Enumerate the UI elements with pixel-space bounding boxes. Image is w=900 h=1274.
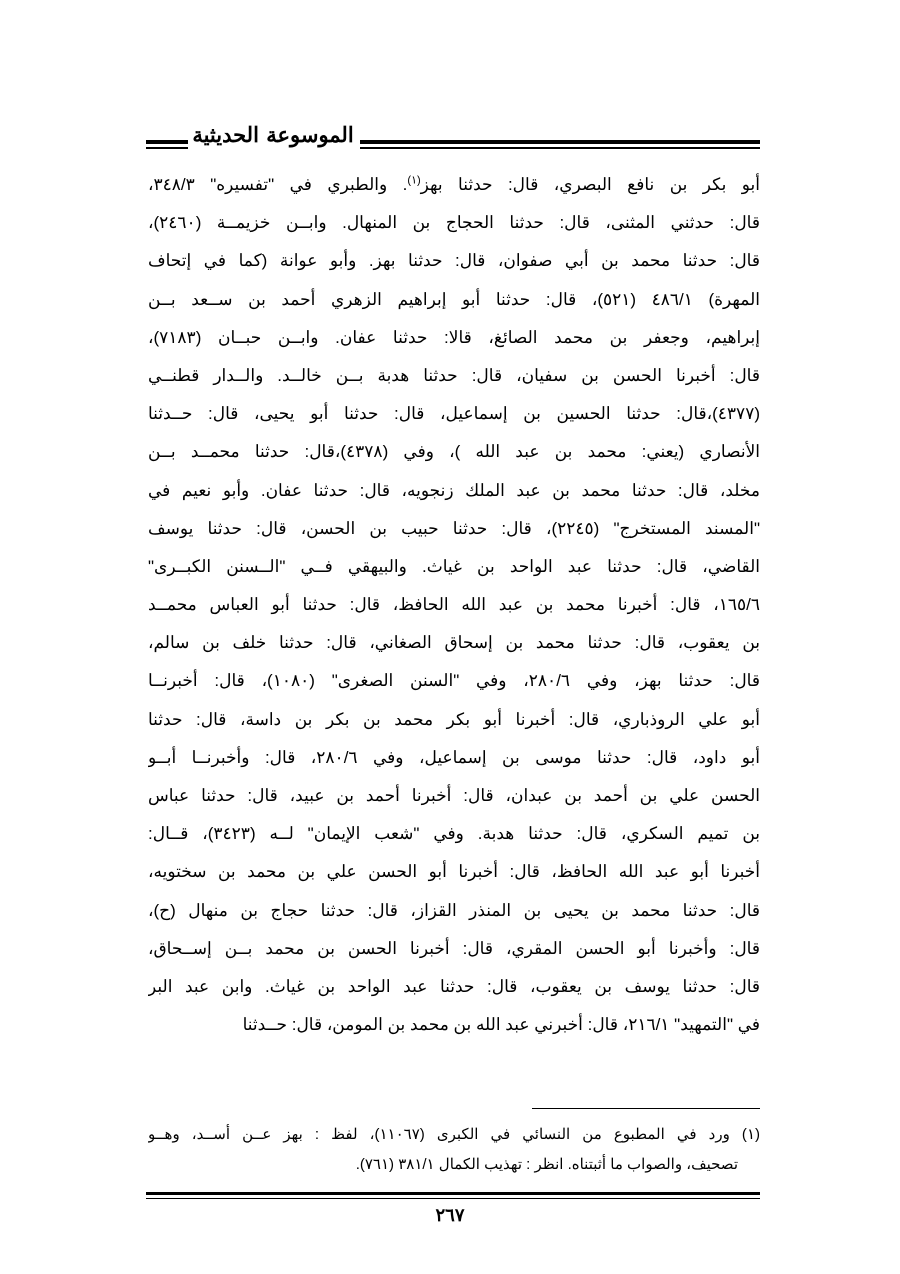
text-line: قال: حدثنا يوسف بن يعقوب، قال: حدثنا عبد الواحد بن غياث. وابن عبد البر <box>148 976 760 996</box>
header-rule-right-thin <box>360 147 760 149</box>
footnote-line: تصحيف، والصواب ما أثبتناه. انظر : تهذيب الكمال ٣٨١/١ (٧٦١). <box>355 1156 738 1173</box>
header-rule-right <box>360 140 760 144</box>
text-line: قال: حدثنا محمد بن أبي صفوان، قال: حدثنا بهز. وأبو عوانة (كما في إتحاف <box>148 251 760 271</box>
text-line: القاضي، قال: حدثنا عبد الواحد بن غياث. والبيهقي فــي "الــسنن الكبــرى" <box>148 556 760 576</box>
footnote-separator <box>532 1108 760 1109</box>
text-line: قال: وأخبرنا أبو الحسن المقري، قال: أخبرنا الحسن بن محمد بــن إســحاق، <box>148 938 760 958</box>
text-line: بن تميم السكري، قال: حدثنا هدبة. وفي "شعب الإيمان" لــه (٣٤٢٣)، قــال: <box>148 824 760 844</box>
text-line: (٤٣٧٧)،قال: حدثنا الحسين بن إسماعيل، قال: حدثنا أبو يحيى، قال: حــدثنا <box>148 404 760 424</box>
text-line: قال: حدثني المثنى، قال: حدثنا الحجاج بن المنهال. وابــن خزيمــة (٢٤٦٠)، <box>148 213 760 233</box>
footnote-marker[interactable]: (١) <box>407 174 421 187</box>
text-line <box>148 166 760 204</box>
text-line: قال: حدثنا بهز، وفي ٢٨٠/٦، وفي "السنن الصغرى" (١٠٨٠)، قال: أخبرنــا <box>148 671 760 691</box>
text-line: أبو داود، قال: حدثنا موسى بن إسماعيل، وفي ٢٨٠/٦، قال: وأخبرنــا أبــو <box>148 747 760 767</box>
text-line: بن يعقوب، قال: حدثنا محمد بن إسحاق الصغاني، قال: حدثنا خلف بن سالم، <box>148 633 760 653</box>
text-line: قال: أخبرنا الحسن بن سفيان، قال: حدثنا هدبة بــن خالــد. والــدار قطنــي <box>148 365 760 385</box>
text-line: ١٦٥/٦، قال: أخبرنا محمد بن عبد الله الحافظ، قال: حدثنا أبو العباس محمــد <box>148 595 760 615</box>
running-header <box>146 118 760 158</box>
text-line: في "التمهيد" ٢١٦/١، قال: أخبرني عبد الله بن محمد بن المومن، قال: حــدثنا <box>242 1015 760 1035</box>
page-number: ٢٦٧ <box>435 1205 465 1225</box>
text-line: إبراهيم، وجعفر بن محمد الصائغ، قالا: حدثنا عفان. وابــن حبــان (٧١٨٣)، <box>148 327 760 347</box>
bottom-rule-thin <box>146 1198 760 1199</box>
text-line-start: أبو بكر بن نافع البصري، قال: حدثنا بهز <box>420 175 760 194</box>
text-line: الحسن علي بن أحمد بن عبدان، قال: أخبرنا أحمد بن عبيد، قال: حدثنا عباس <box>148 786 760 805</box>
bottom-rule <box>146 1192 760 1195</box>
text-line: أبو علي الروذباري، قال: أخبرنا أبو بكر محمد بن بكر بن داسة، قال: حدثنا <box>148 709 760 729</box>
footnotes <box>148 1120 760 1180</box>
header-rule-left <box>146 140 188 144</box>
text-line: قال: حدثنا محمد بن يحيى بن المنذر القزاز، قال: حدثنا حجاج بن منهال (ح)، <box>148 900 760 920</box>
footnote-line: (١) ورد في المطبوع من النسائي في الكبرى (١١٠٦٧)، لفظ : بهز عــن أســد، وهــو <box>148 1126 760 1143</box>
text-line: المهرة) ٤٨٦/١ (٥٢١)، قال: حدثنا أبو إبراهيم الزهري أحمد بن ســعد بــن <box>148 289 760 309</box>
header-rule-left-thin <box>146 147 188 149</box>
text-line: الأنصاري (يعني: محمد بن عبد الله )، وفي (٤٣٧٨)،قال: حدثنا محمــد بــن <box>148 442 760 462</box>
text-line: أخبرنا أبو عبد الله الحافظ، قال: أخبرنا أبو الحسن علي بن محمد بن سختويه، <box>148 862 760 882</box>
body-text <box>148 166 760 1044</box>
text-line: مخلد، قال: حدثنا محمد بن عبد الملك زنجويه، قال: حدثنا عفان. وأبو نعيم في <box>148 480 760 500</box>
text-line-end: . والطبري في "تفسيره" ٣٤٨/٣، <box>148 175 408 194</box>
text-line: "المسند المستخرج" (٢٢٤٥)، قال: حدثنا حبيب بن الحسن، قال: حدثنا يوسف <box>148 518 760 538</box>
header-title: الموسوعة الحديثية <box>192 122 354 147</box>
